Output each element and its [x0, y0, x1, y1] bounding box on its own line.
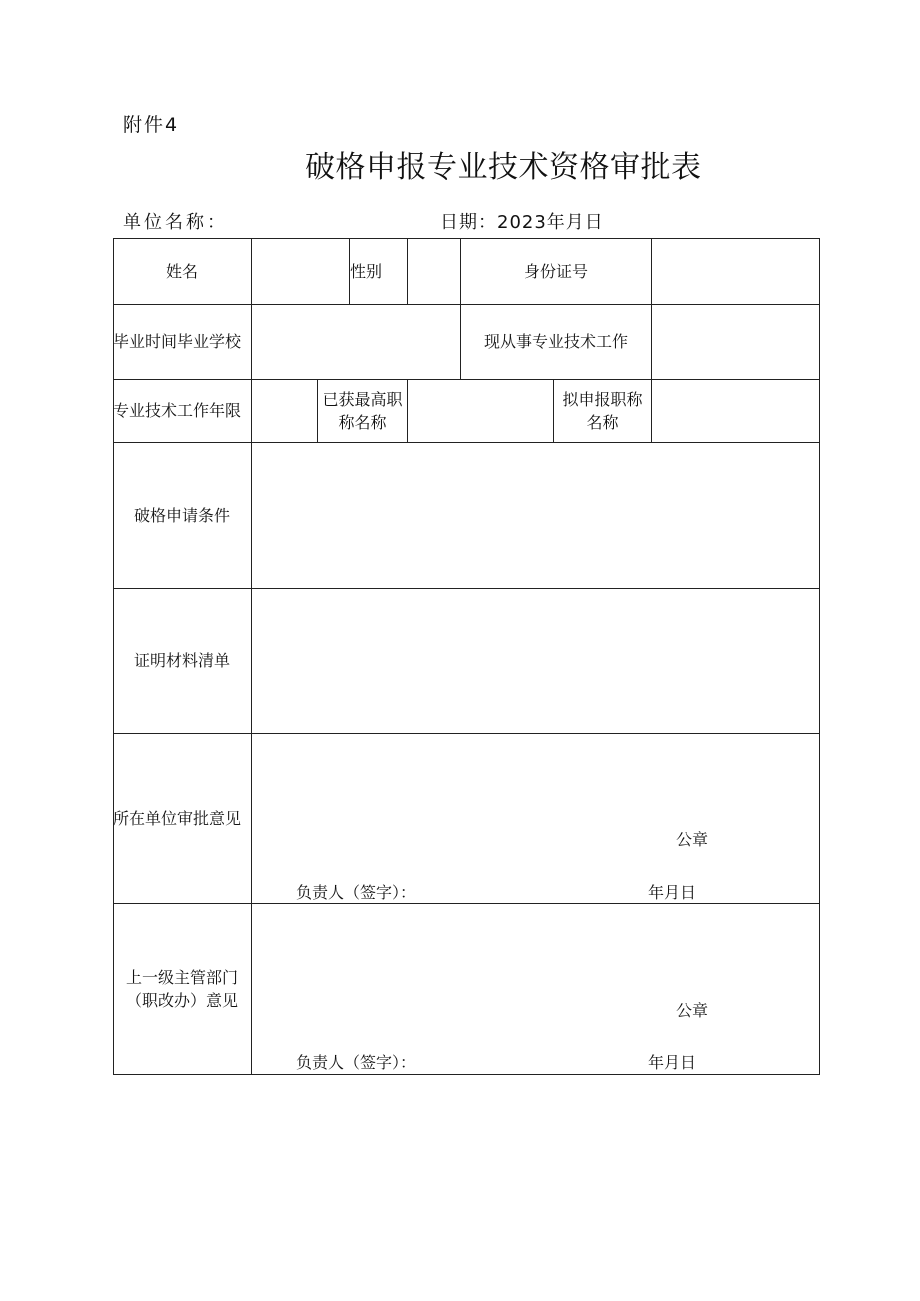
id-number-label: 身份证号 [523, 261, 588, 281]
unit-seal-label: 公章 [676, 830, 709, 849]
work-years-label: 专业技术工作年限 [113, 401, 242, 420]
highest-title-label-line2: 称名称 [338, 412, 387, 432]
superior-opinion-label-line1: 上一级主管部门 [125, 968, 238, 987]
apply-title-label [554, 379, 651, 442]
page-title: 破格申报专业技术资格审批表 [305, 150, 702, 185]
work-years-field[interactable] [252, 380, 317, 442]
apply-title-field[interactable] [652, 380, 819, 442]
unit-opinion-field[interactable] [252, 734, 819, 824]
attachment-label: 附件4 [123, 114, 180, 136]
gender-label: 性别 [350, 261, 383, 281]
apply-title-label-line1: 拟申报职称 [562, 389, 643, 409]
highest-title-label-line1: 已获最高职 [322, 389, 403, 409]
name-label: 姓名 [165, 261, 198, 281]
id-number-field[interactable] [652, 239, 819, 304]
superior-signer-label: 负责人（签字）： [296, 1053, 417, 1072]
unit-name-label: 单位名称： [123, 212, 228, 233]
superior-seal-label: 公章 [676, 1001, 709, 1020]
current-work-label: 现从事专业技术工作 [483, 332, 628, 351]
materials-field[interactable] [252, 589, 819, 733]
unit-signer-label: 负责人（签字）： [296, 883, 417, 902]
gender-field[interactable] [408, 239, 460, 304]
conditions-field[interactable] [252, 443, 819, 588]
name-field[interactable] [252, 239, 349, 304]
graduation-label: 毕业时间毕业学校 [113, 332, 242, 351]
superior-opinion-label-line2: （职改办）意见 [125, 991, 238, 1010]
highest-title-field[interactable] [408, 380, 553, 442]
apply-title-label-line2: 名称 [586, 412, 619, 432]
unit-date-label: 年月日 [648, 883, 697, 902]
superior-opinion-field[interactable] [252, 904, 819, 994]
unit-opinion-label: 所在单位审批意见 [113, 808, 242, 828]
current-work-field[interactable] [652, 305, 819, 379]
conditions-label: 破格申请条件 [133, 505, 230, 525]
date-label: 日期：2023年月日 [440, 212, 604, 233]
superior-date-label: 年月日 [648, 1053, 697, 1072]
superior-opinion-label [113, 903, 251, 1075]
highest-title-label [318, 379, 407, 442]
graduation-field[interactable] [252, 305, 460, 379]
materials-label: 证明材料清单 [133, 651, 230, 670]
